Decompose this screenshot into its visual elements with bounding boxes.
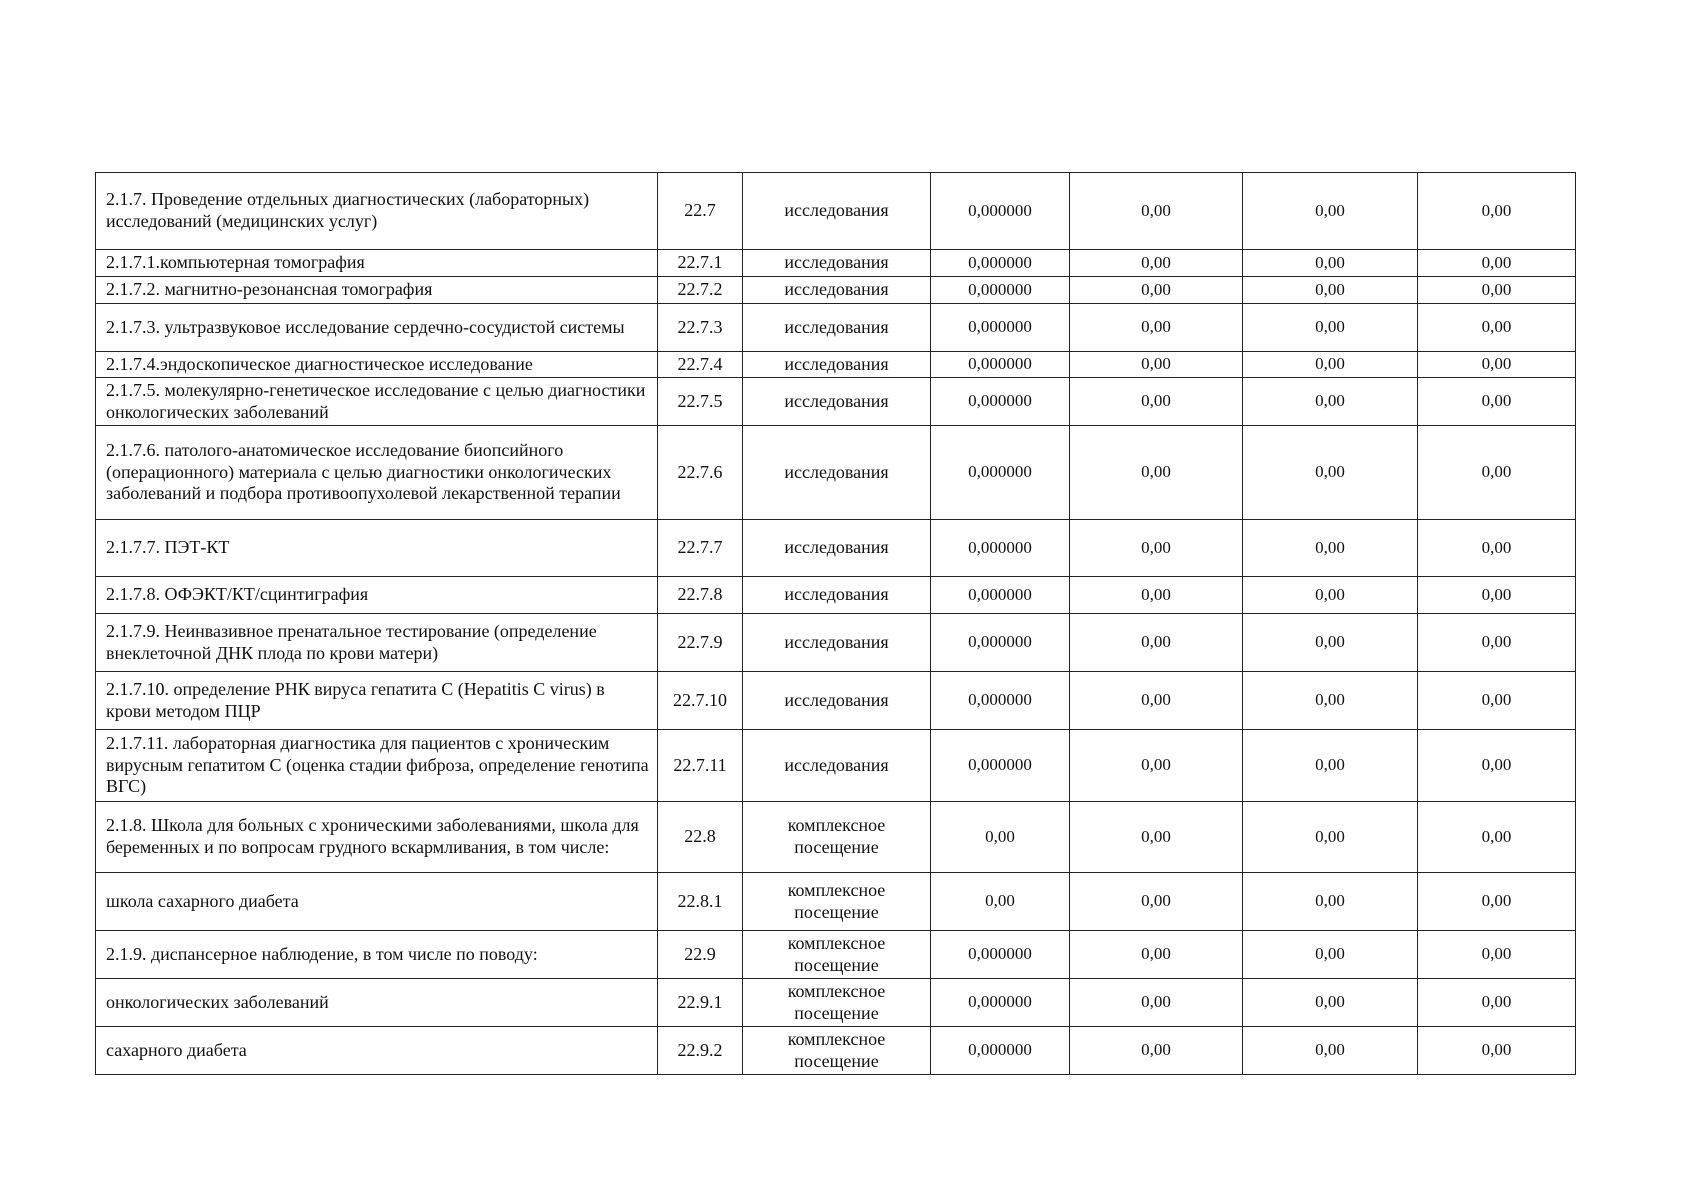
row-value-1-cell: 0,000000: [931, 931, 1070, 979]
row-value-3-cell: 0,00: [1243, 352, 1418, 378]
indicators-table: [95, 172, 1576, 1075]
table-row: [96, 931, 1576, 979]
row-value-3-cell: 0,00: [1243, 426, 1418, 520]
row-value-3-cell: 0,00: [1243, 277, 1418, 304]
row-unit-cell: комплексное посещение: [743, 802, 931, 873]
row-code-cell: 22.7.6: [658, 426, 743, 520]
row-value-2-cell: 0,00: [1070, 931, 1243, 979]
row-code-cell: 22.7.2: [658, 277, 743, 304]
row-code-cell: 22.7.11: [658, 730, 743, 802]
row-unit-cell: комплексное посещение: [743, 1027, 931, 1075]
row-value-1-cell: 0,000000: [931, 979, 1070, 1027]
row-value-1-cell: 0,000000: [931, 672, 1070, 730]
table-row: [96, 614, 1576, 672]
row-value-1-cell: 0,000000: [931, 173, 1070, 250]
table-row: [96, 277, 1576, 304]
row-name-cell: 2.1.7.10. определение РНК вируса гепатита С (Hepatitis С virus) в крови методом ПЦР: [96, 672, 658, 730]
row-value-3-cell: 0,00: [1243, 672, 1418, 730]
row-code-cell: 22.7.3: [658, 304, 743, 352]
row-value-3-cell: 0,00: [1243, 250, 1418, 277]
row-value-2-cell: 0,00: [1070, 426, 1243, 520]
row-code-cell: 22.9.2: [658, 1027, 743, 1075]
row-value-3-cell: 0,00: [1243, 979, 1418, 1027]
row-code-cell: 22.7.8: [658, 577, 743, 614]
row-value-4-cell: 0,00: [1418, 577, 1576, 614]
table-row: [96, 730, 1576, 802]
row-value-1-cell: 0,00: [931, 873, 1070, 931]
row-unit-cell: комплексное посещение: [743, 873, 931, 931]
row-value-4-cell: 0,00: [1418, 730, 1576, 802]
row-name-cell: 2.1.7.2. магнитно-резонансная томография: [96, 277, 658, 304]
row-value-4-cell: 0,00: [1418, 672, 1576, 730]
row-unit-cell: исследования: [743, 277, 931, 304]
row-unit-cell: исследования: [743, 520, 931, 577]
row-value-3-cell: 0,00: [1243, 931, 1418, 979]
row-name-cell: 2.1.7.11. лабораторная диагностика для пациентов с хроническим вирусным гепатитом С (оценка стадии фиброза, определение генотипа ВГС): [96, 730, 658, 802]
row-code-cell: 22.7.4: [658, 352, 743, 378]
row-unit-cell: исследования: [743, 426, 931, 520]
row-unit-cell: исследования: [743, 730, 931, 802]
row-name-cell: 2.1.7.7. ПЭТ-КТ: [96, 520, 658, 577]
row-value-1-cell: 0,00: [931, 802, 1070, 873]
row-value-4-cell: 0,00: [1418, 873, 1576, 931]
row-code-cell: 22.9: [658, 931, 743, 979]
row-unit-cell: исследования: [743, 378, 931, 426]
row-value-2-cell: 0,00: [1070, 873, 1243, 931]
row-value-3-cell: 0,00: [1243, 173, 1418, 250]
table-row: [96, 802, 1576, 873]
row-value-3-cell: 0,00: [1243, 873, 1418, 931]
table-row: [96, 250, 1576, 277]
row-name-cell: 2.1.7.8. ОФЭКТ/КТ/сцинтиграфия: [96, 577, 658, 614]
row-value-1-cell: 0,000000: [931, 352, 1070, 378]
row-value-1-cell: 0,000000: [931, 730, 1070, 802]
row-code-cell: 22.9.1: [658, 979, 743, 1027]
row-value-3-cell: 0,00: [1243, 730, 1418, 802]
table-row: [96, 873, 1576, 931]
row-name-cell: 2.1.7. Проведение отдельных диагностических (лабораторных) исследований (медицинских услуг): [96, 173, 658, 250]
row-code-cell: 22.7.7: [658, 520, 743, 577]
row-name-cell: 2.1.8. Школа для больных с хроническими заболеваниями, школа для беременных и по вопросам грудного вскармливания, в том числе:: [96, 802, 658, 873]
table-row: [96, 577, 1576, 614]
row-value-2-cell: 0,00: [1070, 730, 1243, 802]
row-value-4-cell: 0,00: [1418, 931, 1576, 979]
row-value-2-cell: 0,00: [1070, 173, 1243, 250]
row-value-4-cell: 0,00: [1418, 352, 1576, 378]
row-value-3-cell: 0,00: [1243, 802, 1418, 873]
row-value-2-cell: 0,00: [1070, 1027, 1243, 1075]
row-value-4-cell: 0,00: [1418, 1027, 1576, 1075]
row-value-4-cell: 0,00: [1418, 520, 1576, 577]
table-row: [96, 352, 1576, 378]
row-value-4-cell: 0,00: [1418, 426, 1576, 520]
row-unit-cell: исследования: [743, 173, 931, 250]
row-value-4-cell: 0,00: [1418, 979, 1576, 1027]
table-row: [96, 1027, 1576, 1075]
table-row: [96, 173, 1576, 250]
row-value-3-cell: 0,00: [1243, 378, 1418, 426]
row-code-cell: 22.8: [658, 802, 743, 873]
row-name-cell: школа сахарного диабета: [96, 873, 658, 931]
row-value-4-cell: 0,00: [1418, 277, 1576, 304]
row-unit-cell: комплексное посещение: [743, 979, 931, 1027]
row-name-cell: 2.1.9. диспансерное наблюдение, в том числе по поводу:: [96, 931, 658, 979]
row-value-1-cell: 0,000000: [931, 304, 1070, 352]
row-name-cell: сахарного диабета: [96, 1027, 658, 1075]
row-unit-cell: исследования: [743, 304, 931, 352]
row-name-cell: 2.1.7.9. Неинвазивное пренатальное тестирование (определение внеклеточной ДНК плода по крови матери): [96, 614, 658, 672]
row-value-1-cell: 0,000000: [931, 577, 1070, 614]
row-code-cell: 22.7.9: [658, 614, 743, 672]
row-code-cell: 22.7.10: [658, 672, 743, 730]
table-row: [96, 520, 1576, 577]
row-value-1-cell: 0,000000: [931, 520, 1070, 577]
row-value-1-cell: 0,000000: [931, 378, 1070, 426]
row-value-4-cell: 0,00: [1418, 250, 1576, 277]
table-row: [96, 979, 1576, 1027]
row-unit-cell: исследования: [743, 352, 931, 378]
row-value-1-cell: 0,000000: [931, 426, 1070, 520]
row-value-2-cell: 0,00: [1070, 304, 1243, 352]
row-value-2-cell: 0,00: [1070, 250, 1243, 277]
table-row: [96, 304, 1576, 352]
row-value-1-cell: 0,000000: [931, 277, 1070, 304]
row-code-cell: 22.7.1: [658, 250, 743, 277]
row-code-cell: 22.7: [658, 173, 743, 250]
row-unit-cell: исследования: [743, 672, 931, 730]
row-value-3-cell: 0,00: [1243, 1027, 1418, 1075]
row-value-4-cell: 0,00: [1418, 304, 1576, 352]
row-name-cell: 2.1.7.6. патолого-анатомическое исследование биопсийного (операционного) материала с целью диагностики онкологических заболеваний и подбора противоопухолевой лекарственной терапии: [96, 426, 658, 520]
row-unit-cell: исследования: [743, 250, 931, 277]
table-row: [96, 426, 1576, 520]
table-body: [96, 173, 1576, 1075]
row-unit-cell: исследования: [743, 577, 931, 614]
row-unit-cell: исследования: [743, 614, 931, 672]
row-code-cell: 22.8.1: [658, 873, 743, 931]
row-value-1-cell: 0,000000: [931, 614, 1070, 672]
row-value-3-cell: 0,00: [1243, 520, 1418, 577]
row-value-2-cell: 0,00: [1070, 672, 1243, 730]
row-value-2-cell: 0,00: [1070, 577, 1243, 614]
row-value-2-cell: 0,00: [1070, 802, 1243, 873]
row-name-cell: 2.1.7.3. ультразвуковое исследование сердечно-сосудистой системы: [96, 304, 658, 352]
row-value-1-cell: 0,000000: [931, 1027, 1070, 1075]
row-value-4-cell: 0,00: [1418, 802, 1576, 873]
row-value-2-cell: 0,00: [1070, 520, 1243, 577]
table-row: [96, 672, 1576, 730]
table-row: [96, 378, 1576, 426]
row-value-1-cell: 0,000000: [931, 250, 1070, 277]
row-code-cell: 22.7.5: [658, 378, 743, 426]
row-value-2-cell: 0,00: [1070, 352, 1243, 378]
row-value-2-cell: 0,00: [1070, 378, 1243, 426]
row-value-4-cell: 0,00: [1418, 173, 1576, 250]
row-name-cell: 2.1.7.4.эндоскопическое диагностическое исследование: [96, 352, 658, 378]
row-value-3-cell: 0,00: [1243, 577, 1418, 614]
row-value-4-cell: 0,00: [1418, 614, 1576, 672]
row-name-cell: 2.1.7.5. молекулярно-генетическое исследование с целью диагностики онкологических заболеваний: [96, 378, 658, 426]
row-value-2-cell: 0,00: [1070, 277, 1243, 304]
row-name-cell: 2.1.7.1.компьютерная томография: [96, 250, 658, 277]
row-unit-cell: комплексное посещение: [743, 931, 931, 979]
row-value-2-cell: 0,00: [1070, 979, 1243, 1027]
row-value-2-cell: 0,00: [1070, 614, 1243, 672]
row-value-4-cell: 0,00: [1418, 378, 1576, 426]
row-value-3-cell: 0,00: [1243, 614, 1418, 672]
row-name-cell: онкологических заболеваний: [96, 979, 658, 1027]
row-value-3-cell: 0,00: [1243, 304, 1418, 352]
